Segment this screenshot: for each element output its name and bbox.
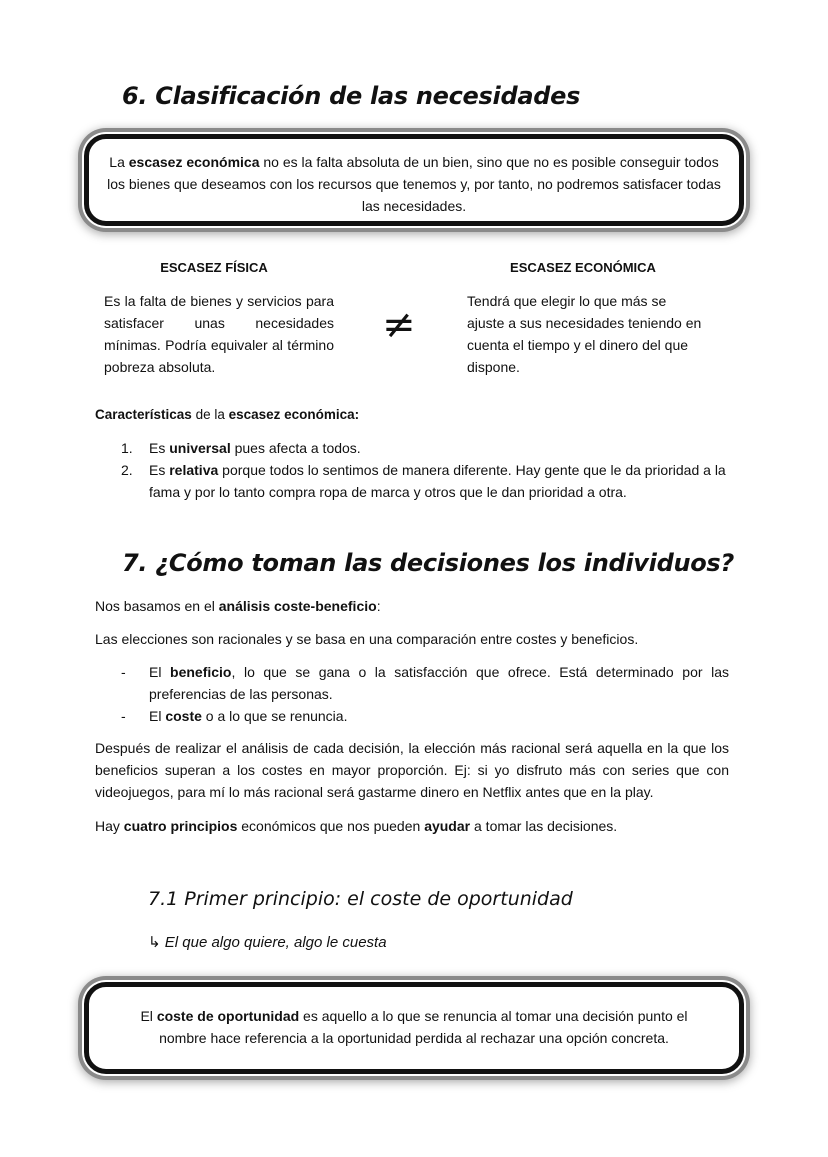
characteristics-list [95, 437, 735, 503]
list-item: - El beneficio, lo que se gana o la satisfacción que ofrece. Está determinado por las preferencias de las personas. [121, 664, 729, 702]
return-arrow-icon: ↳ [148, 933, 161, 951]
list-item: 1. Es universal pues afecta a todos. [121, 440, 361, 456]
paragraph-analisis: Después de realizar el análisis de cada decisión, la elección más racional será aquella en la que los beneficios superan a los costes en mayor proporción. Ej: si yo disfruto más con series que con videojuegos, para mí lo más racional será gastarme dinero en Netflix antes que en la play. [95, 740, 729, 800]
escasez-economica-heading: ESCASEZ ECONÓMICA [510, 260, 656, 275]
list-item: 2. Es relativa porque todos lo sentimos de manera diferente. Hay gente que le da prioridad a la fama y por lo tanto compra ropa de marca y otros que le dan prioridad a otra. [121, 462, 726, 500]
section-7-1-title: 7.1 Primer principio: el coste de oportunidad [148, 888, 573, 910]
opportunity-cost-box [84, 982, 744, 1074]
section-7-title: 7. ¿Cómo toman las decisiones los individuos? [122, 549, 735, 577]
section-6-title: 6. Clasificación de las necesidades [122, 82, 581, 110]
definition-box [84, 134, 744, 226]
bullet-list [95, 661, 729, 727]
definition-text: La escasez económica no es la falta absoluta de un bien, sino que no es posible conseguir todos los bienes que deseamos con los recursos que tenemos y, por tanto, no podremos satisfacer todas las necesidades. [107, 154, 721, 214]
list-item: - El coste o a lo que se renuncia. [121, 708, 348, 724]
term-escasez-economica: escasez económica [128, 154, 260, 170]
paragraph-elecciones: Las elecciones son racionales y se basa en una comparación entre costes y beneficios. [95, 631, 639, 647]
paragraph-principios: Hay cuatro principios económicos que nos pueden ayudar a tomar las decisiones. [95, 818, 618, 834]
not-equal-icon: ≠ [382, 302, 416, 348]
characteristics-heading: Características de la escasez económica: [95, 407, 360, 422]
intro-paragraph: Nos basamos en el análisis coste-beneficio: [95, 598, 381, 614]
escasez-economica-text: Tendrá que elegir lo que más se ajuste a sus necesidades teniendo en cuenta el tiempo y el dinero del que dispone. [467, 293, 702, 375]
escasez-fisica-heading: ESCASEZ FÍSICA [160, 260, 268, 275]
escasez-fisica-text: Es la falta de bienes y servicios para satisfacer unas necesidades mínimas. Podría equivaler al término pobreza absoluta. [104, 293, 334, 375]
proverb-line: ↳ El que algo quiere, algo le cuesta [148, 933, 387, 951]
term-coste-oportunidad: coste de oportunidad [156, 1008, 300, 1024]
opportunity-cost-text: El coste de oportunidad es aquello a lo que se renuncia al tomar una decisión punto el nombre hace referencia a la oportunidad perdida al rechazar una opción concreta. [140, 1008, 688, 1046]
